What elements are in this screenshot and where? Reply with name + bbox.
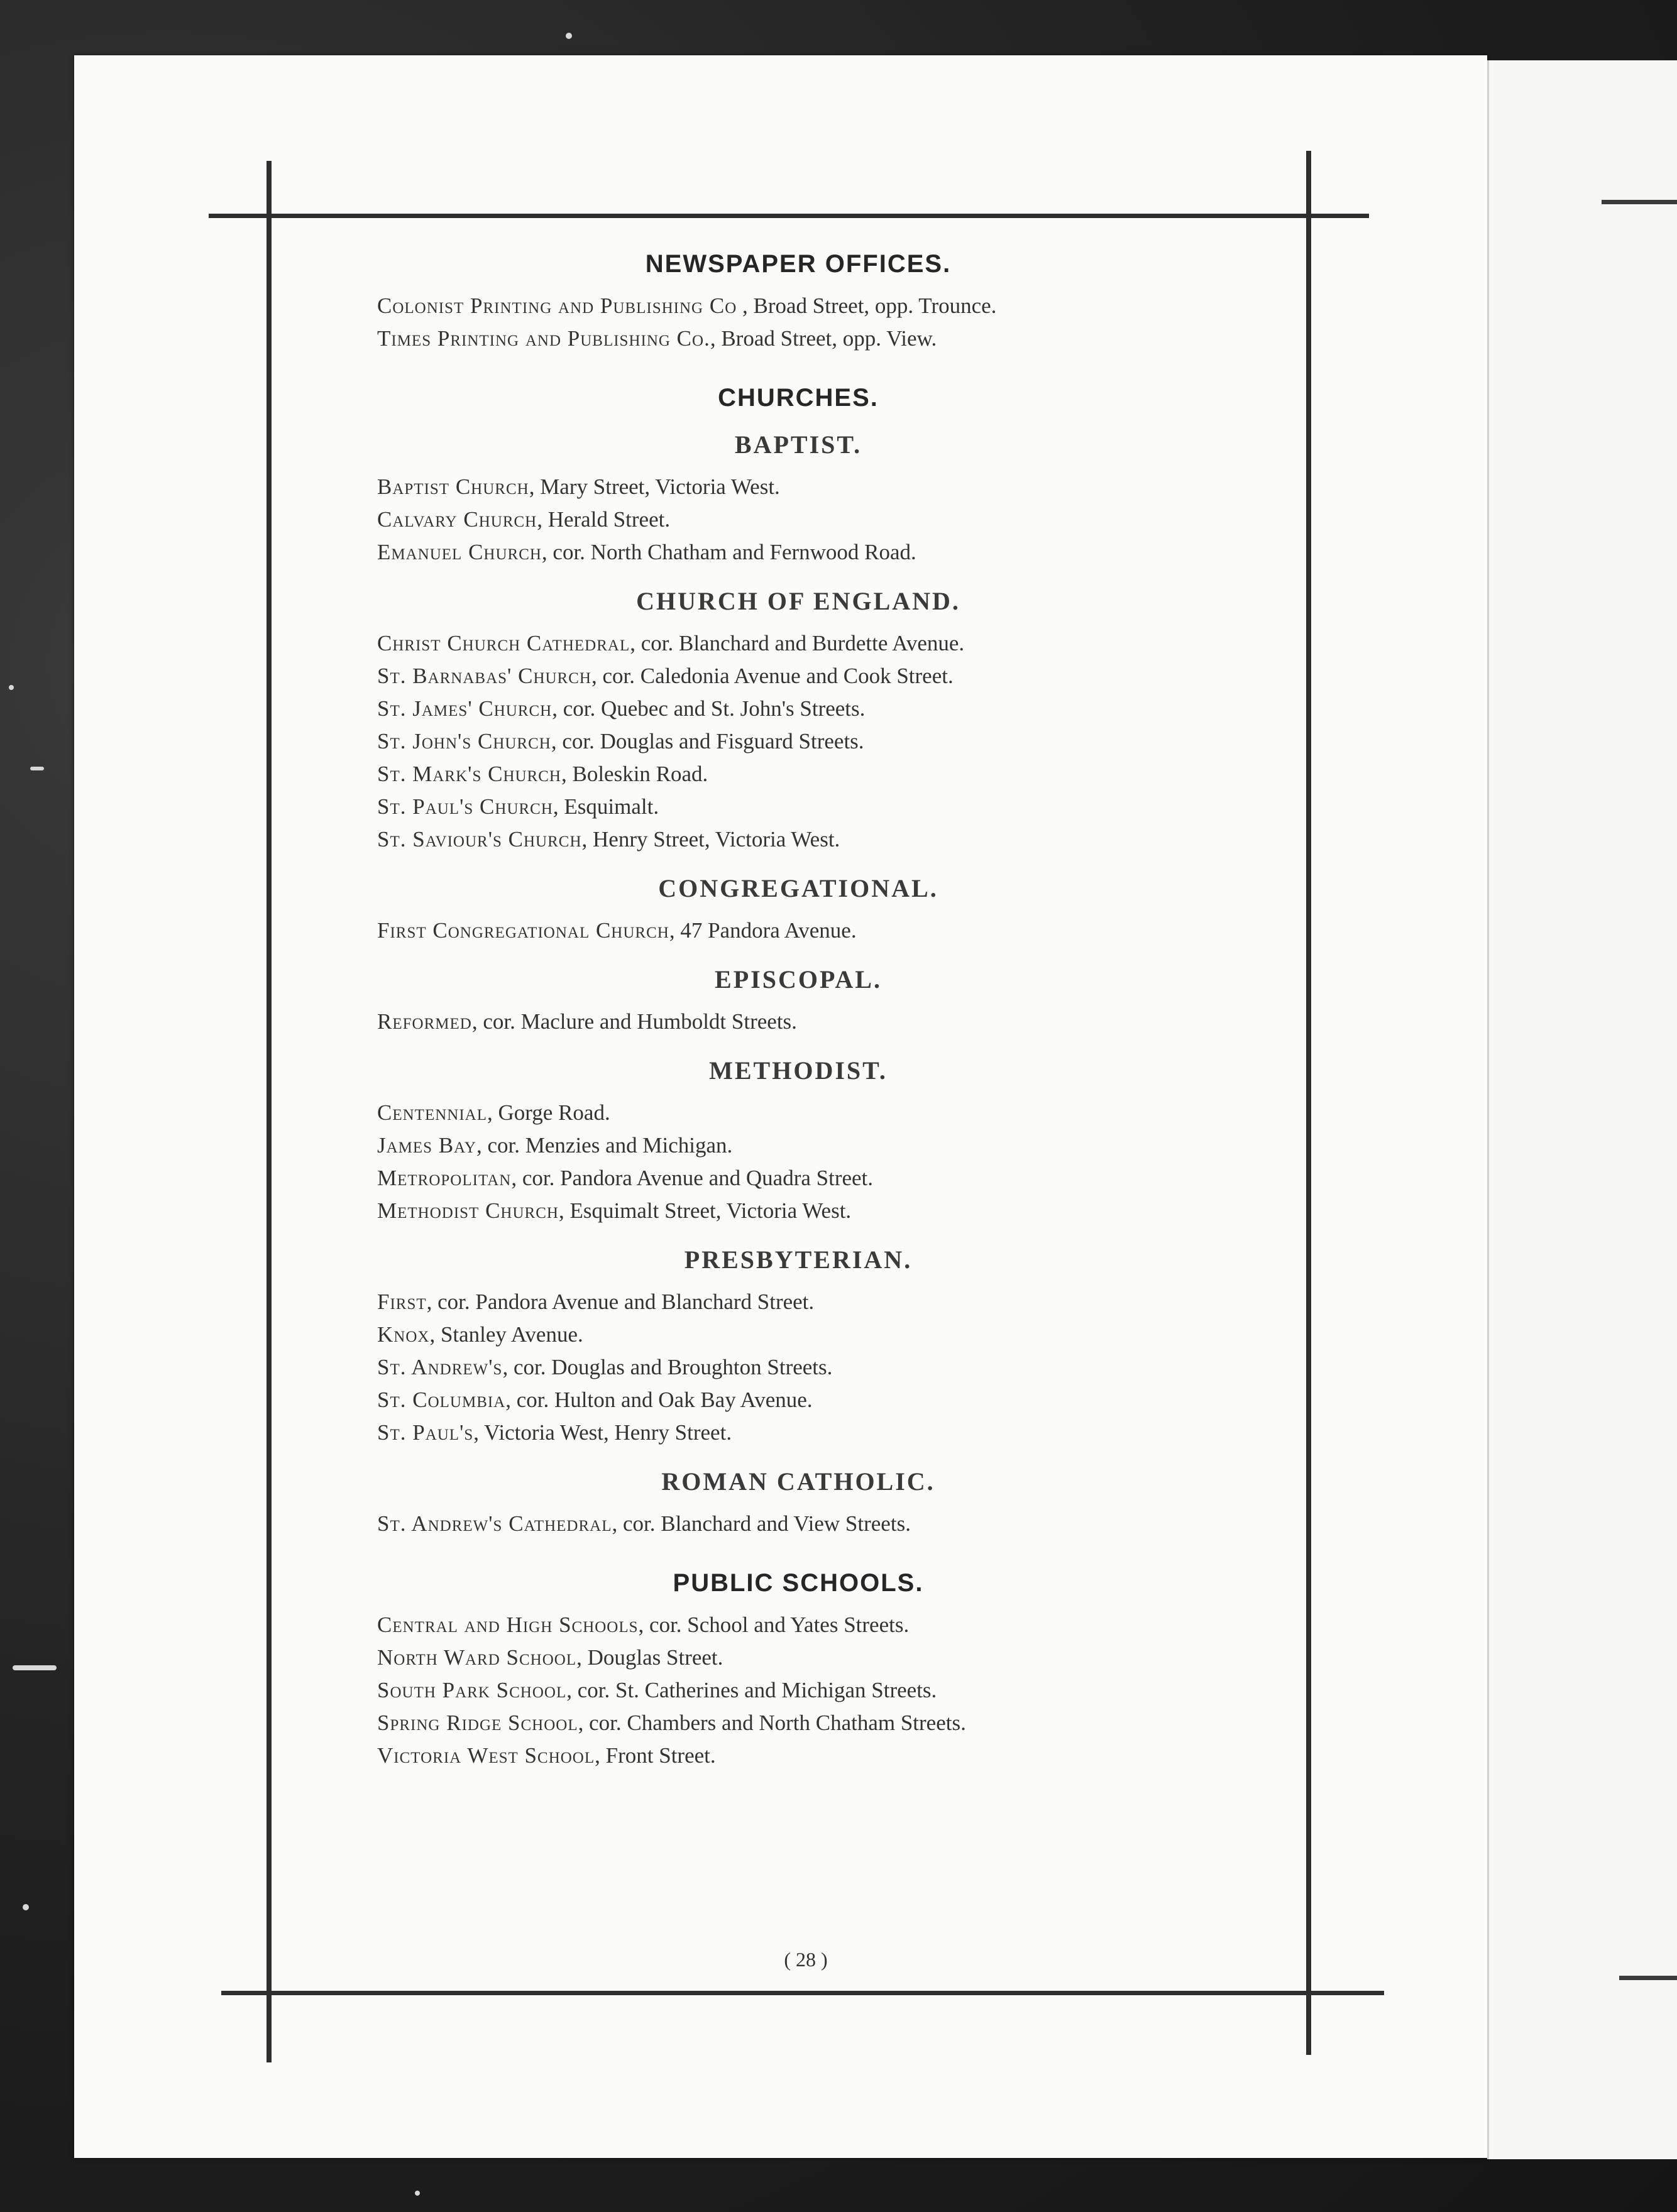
next-page-rule <box>1619 1976 1677 1980</box>
frame-rule-right <box>1306 151 1311 2055</box>
directory-entry <box>377 1318 1219 1351</box>
directory-entry <box>377 1641 1219 1674</box>
entry-name: Emanuel Church <box>377 540 542 564</box>
directory-entry <box>377 1162 1219 1195</box>
directory-entry <box>377 627 1219 660</box>
entry-name: St. Barnabas' Church <box>377 664 591 688</box>
entry-name: Reformed <box>377 1009 472 1034</box>
entry-name: James Bay <box>377 1133 476 1158</box>
directory-entry <box>377 1286 1219 1318</box>
directory-entry <box>377 1739 1219 1772</box>
entry-address: , cor. Douglas and Broughton Streets. <box>502 1355 833 1379</box>
dust-speck <box>415 2191 420 2196</box>
entry-address: , Herald Street. <box>537 507 671 532</box>
entry-name: Christ Church Cathedral <box>377 631 630 655</box>
directory-entry <box>377 290 1219 322</box>
entry-address: , Douglas Street. <box>576 1645 723 1670</box>
entry-name: Metropolitan <box>377 1166 512 1190</box>
page-number: ( 28 ) <box>784 1948 828 1971</box>
entry-address: , cor. Blanchard and Burdette Avenue. <box>630 631 965 655</box>
entry-name: Knox <box>377 1322 430 1347</box>
directory-entry <box>377 503 1219 536</box>
denomination-title: CONGREGATIONAL. <box>658 874 938 902</box>
denomination-title: METHODIST. <box>709 1056 888 1085</box>
entry-address: , cor. North Chatham and Fernwood Road. <box>541 540 916 564</box>
directory-entry <box>377 1005 1219 1038</box>
entry-name: Spring Ridge School <box>377 1711 578 1735</box>
entry-name: St. Paul's <box>377 1420 474 1445</box>
directory-entry <box>377 1416 1219 1449</box>
denomination-title: ROMAN CATHOLIC. <box>661 1467 935 1496</box>
entry-address: , Esquimalt. <box>553 794 659 819</box>
entry-name: Central and High Schools <box>377 1612 639 1637</box>
next-page-rule <box>1602 200 1677 204</box>
entry-address: , cor. Caledonia Avenue and Cook Street. <box>591 664 954 688</box>
directory-entry <box>377 1707 1219 1739</box>
directory-content <box>377 250 1219 1772</box>
denomination-title: PRESBYTERIAN. <box>684 1246 913 1274</box>
entry-address: , Broad Street, opp. Trounce. <box>737 293 997 318</box>
frame-rule-left <box>267 161 272 2062</box>
entry-name: St. Andrew's <box>377 1355 503 1379</box>
entry-address: , cor. Douglas and Fisguard Streets. <box>551 729 864 753</box>
entry-name: Calvary Church <box>377 507 537 532</box>
entry-address: , cor. St. Catherines and Michigan Streets. <box>566 1678 937 1702</box>
section-title: NEWSPAPER OFFICES. <box>645 250 952 278</box>
entry-address: , Stanley Avenue. <box>429 1322 583 1347</box>
directory-entry <box>377 791 1219 823</box>
entry-address: , cor. Pandora Avenue and Blanchard Street. <box>426 1289 815 1314</box>
entry-name: St. Mark's Church <box>377 762 561 786</box>
entry-address: , Broad Street, opp. View. <box>710 326 937 351</box>
frame-rule-bottom <box>221 1991 1384 1995</box>
frame-rule-top <box>209 214 1369 218</box>
denomination-title: EPISCOPAL. <box>715 965 882 994</box>
entry-name: St. Saviour's Church <box>377 827 582 851</box>
entry-address: , Henry Street, Victoria West. <box>581 827 840 851</box>
entry-name: St. Andrew's Cathedral <box>377 1511 612 1536</box>
entry-address: , 47 Pandora Avenue. <box>669 918 857 943</box>
directory-entry <box>377 1195 1219 1227</box>
directory-entry <box>377 1351 1219 1384</box>
section-title: PUBLIC SCHOOLS. <box>673 1569 924 1597</box>
directory-entry <box>377 1674 1219 1707</box>
denomination-title: BAPTIST. <box>734 430 862 459</box>
directory-entry <box>377 536 1219 569</box>
dust-speck <box>23 1904 29 1910</box>
entry-name: St. John's Church <box>377 729 551 753</box>
entry-name: Victoria West School <box>377 1743 595 1768</box>
entry-address: , Front Street. <box>595 1743 716 1768</box>
directory-entry <box>377 758 1219 791</box>
directory-entry <box>377 693 1219 725</box>
entry-address: , cor. Maclure and Humboldt Streets. <box>471 1009 797 1034</box>
directory-entry <box>377 1609 1219 1641</box>
entry-name: Centennial <box>377 1100 487 1125</box>
entry-name: First <box>377 1289 427 1314</box>
entry-name: Times Printing and Publishing Co. <box>377 326 710 351</box>
entry-address: , Boleskin Road. <box>561 762 708 786</box>
directory-entry <box>377 1097 1219 1129</box>
entry-address: , Mary Street, Victoria West. <box>529 474 780 499</box>
entry-address: , cor. School and Yates Streets. <box>638 1612 910 1637</box>
next-page-edge <box>1487 60 1677 2159</box>
directory-entry <box>377 1508 1219 1540</box>
dust-speck <box>13 1665 57 1670</box>
entry-name: St. James' Church <box>377 696 553 721</box>
entry-name: South Park School <box>377 1678 567 1702</box>
directory-entry <box>377 471 1219 503</box>
entry-address: , Esquimalt Street, Victoria West. <box>558 1198 852 1223</box>
dust-speck <box>9 685 14 690</box>
entry-name: Baptist Church <box>377 474 529 499</box>
entry-name: First Congregational Church <box>377 918 669 943</box>
directory-entry <box>377 725 1219 758</box>
dust-speck <box>566 33 572 39</box>
directory-entry <box>377 914 1219 947</box>
entry-address: , Gorge Road. <box>487 1100 610 1125</box>
directory-entry <box>377 823 1219 856</box>
section-title: CHURCHES. <box>718 384 879 412</box>
directory-entry <box>377 1129 1219 1162</box>
entry-name: St. Paul's Church <box>377 794 553 819</box>
entry-address: , cor. Blanchard and View Streets. <box>612 1511 911 1536</box>
entry-name: Colonist Printing and Publishing Co <box>377 293 737 318</box>
denomination-title: CHURCH OF ENGLAND. <box>636 587 960 615</box>
entry-address: , cor. Hulton and Oak Bay Avenue. <box>505 1388 813 1412</box>
entry-address: , cor. Pandora Avenue and Quadra Street. <box>511 1166 874 1190</box>
directory-entry <box>377 1384 1219 1416</box>
entry-address: , cor. Chambers and North Chatham Streets. <box>578 1711 966 1735</box>
entry-address: , Victoria West, Henry Street. <box>473 1420 732 1445</box>
entry-name: St. Columbia <box>377 1388 506 1412</box>
dust-speck <box>30 767 44 770</box>
directory-entry <box>377 322 1219 355</box>
directory-entry <box>377 660 1219 693</box>
entry-name: Methodist Church <box>377 1198 559 1223</box>
entry-name: North Ward School <box>377 1645 577 1670</box>
entry-address: , cor. Menzies and Michigan. <box>476 1133 733 1158</box>
entry-address: , cor. Quebec and St. John's Streets. <box>552 696 866 721</box>
